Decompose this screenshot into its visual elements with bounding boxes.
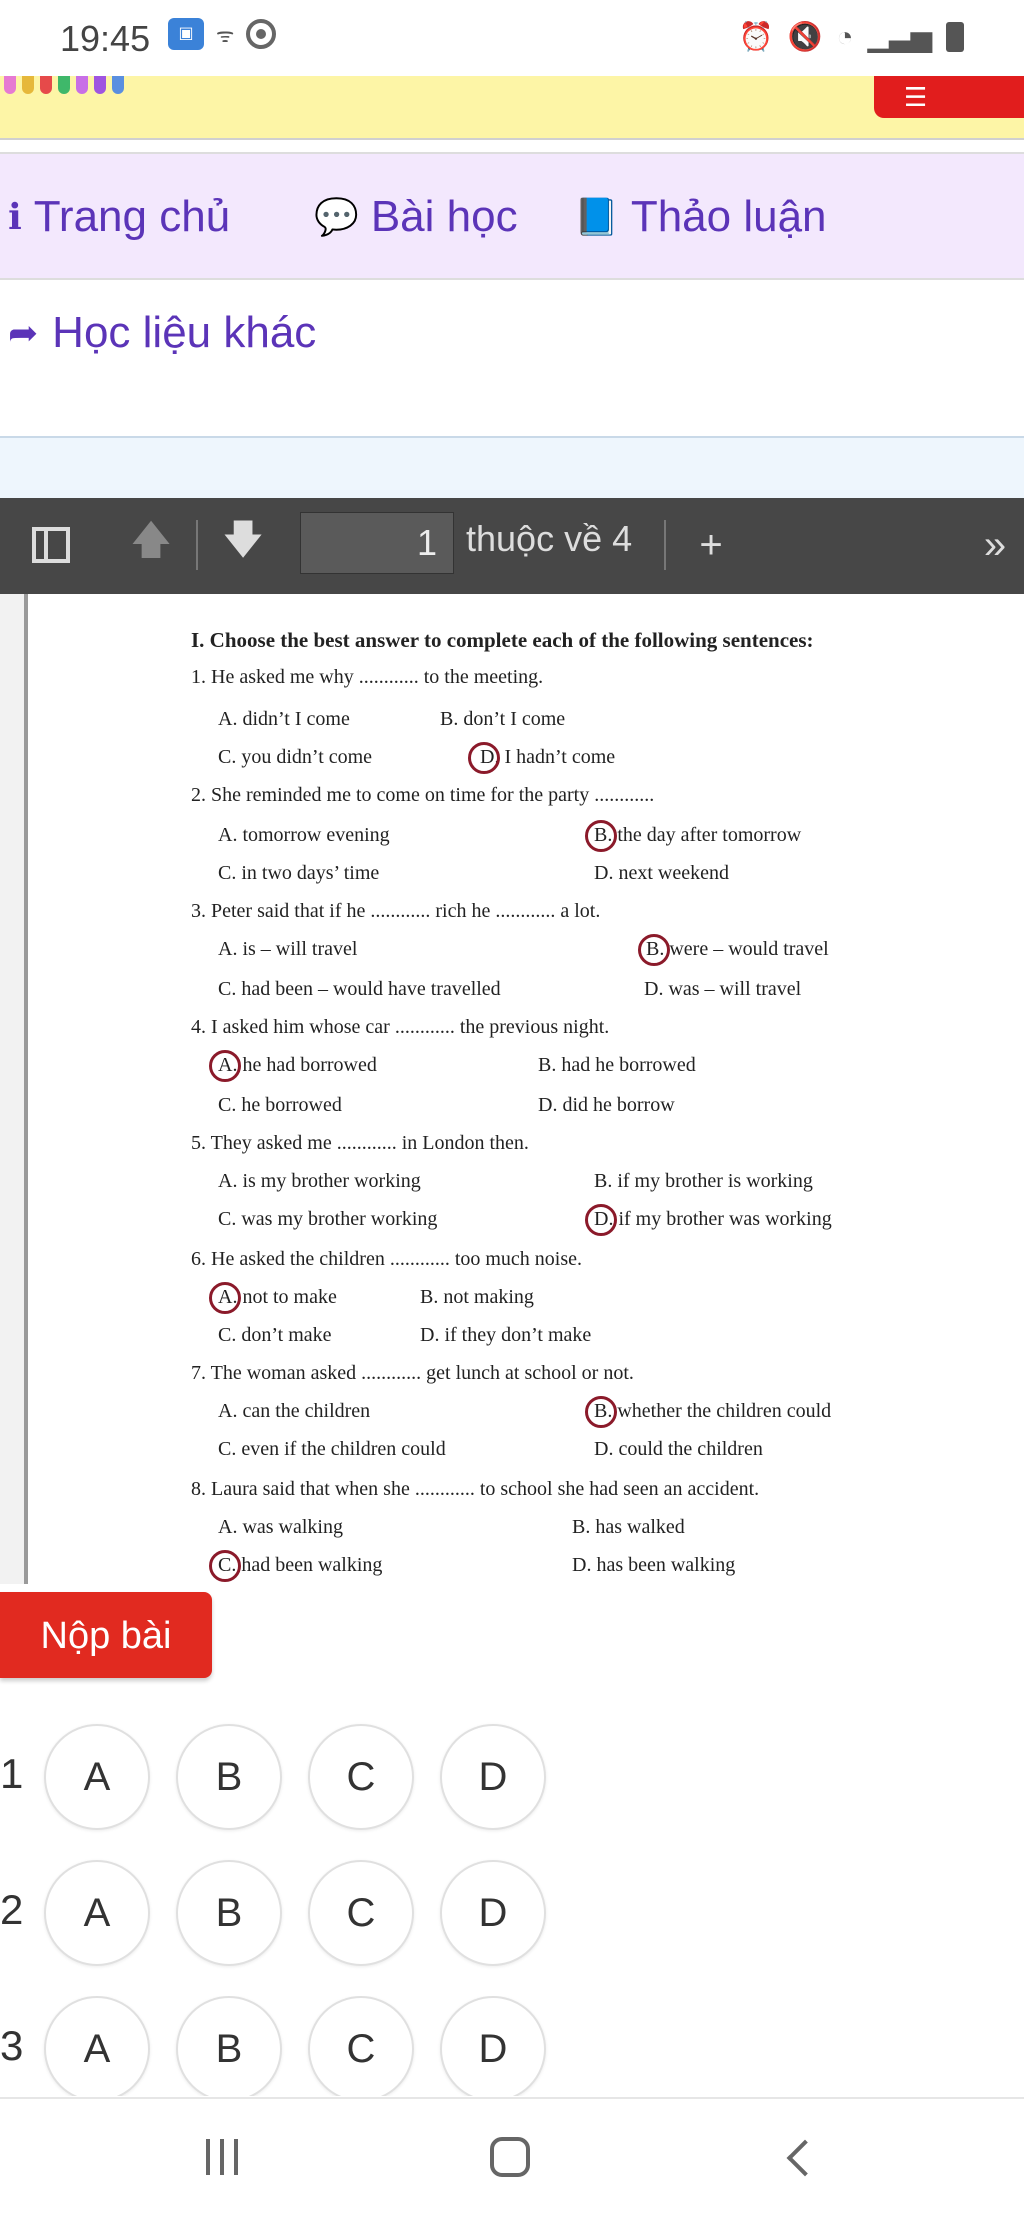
toolbar-divider [196,520,198,570]
battery-icon [946,22,964,52]
nav-home-label: Trang chủ [33,192,231,241]
status-time: 19:45 [60,18,151,59]
answer-option-a[interactable]: A [44,1724,150,1830]
worksheet-title: I. Choose the best answer to complete each of the following sentences: [191,628,814,652]
answer-mark-circle [585,1396,617,1428]
sidebar-icon [32,527,70,563]
option-d: D. if my brother was working [594,1208,832,1230]
answer-option-b[interactable]: B [176,1724,282,1830]
option-c: C. you didn’t come [218,746,373,768]
info-icon: ℹ [8,196,22,237]
back-button[interactable] [787,2140,824,2177]
cell-signal-icon: ▁▃▅ [867,21,932,52]
option-c: C. don’t make [218,1324,332,1346]
signal-notification-icon: ᯤ [216,24,235,47]
question-text: 6. He asked the children ............ too much noise. [191,1248,583,1270]
option-b: B. if my brother is working [594,1170,813,1192]
answer-option-c[interactable]: C [308,1724,414,1830]
alarm-icon: ⏰ [738,21,774,52]
option-d: D. did he borrow [538,1094,675,1116]
question-text: 1. He asked me why ............ to the meeting. [191,666,544,688]
question-text: 7. The woman asked ............ get lunch at school or not. [191,1362,634,1384]
option-a: A. not to make [218,1286,337,1308]
gallery-notification-icon: ▣ [168,18,204,50]
option-a: A. tomorrow evening [218,824,390,846]
site-header [0,76,1024,140]
option-a: A. is – will travel [218,938,358,960]
option-c: C. he borrowed [218,1094,342,1116]
option-d: D. has been walking [572,1554,736,1576]
nav-discussion-label: Thảo luận [630,192,827,241]
option-d: D. I hadn’t come [480,746,616,768]
viewer-top-frame [0,436,1024,500]
site-logo[interactable] [4,76,124,94]
question-text: 3. Peter said that if he ............ rich he ............ a lot. [191,900,601,922]
system-navigation-bar [0,2097,1024,2219]
arrow-down-icon: 🡇 [222,518,264,562]
answer-row-number: 3 [0,2022,24,2069]
answer-option-d[interactable]: D [440,1860,546,1966]
nav-other-materials-label: Học liệu khác [52,308,317,357]
answer-mark-circle [468,742,500,774]
answer-row [0,1860,600,1970]
more-tools-button[interactable] [970,520,1020,570]
wifi-icon: ◔ [836,20,854,52]
option-d: D. next weekend [594,862,729,884]
share-arrow-icon: ➦ [8,312,39,353]
nav-lessons[interactable] [314,192,518,242]
page-count-label: thuộc về 4 [466,518,633,559]
answer-mark-circle [209,1050,241,1082]
option-a: A. can the children [218,1400,371,1422]
question-text: 8. Laura said that when she ............ to school she had seen an accident. [191,1478,760,1500]
option-c: C. had been – would have travelled [218,978,501,1000]
zoom-in-button[interactable] [686,520,736,570]
option-b: B. had he borrowed [538,1054,696,1076]
record-notification-icon [246,19,276,49]
answer-option-a[interactable]: A [44,1996,150,2096]
option-a: A. was walking [218,1516,343,1538]
answer-mark-circle [209,1550,241,1582]
answer-mark-circle [209,1282,241,1314]
option-b: B. whether the children could [594,1400,832,1422]
option-b: B. has walked [572,1516,685,1538]
chat-icon: 💬 [314,196,359,237]
option-a: A. he had borrowed [218,1054,377,1076]
home-button[interactable] [490,2137,530,2177]
option-a: A. didn’t I come [218,708,350,730]
option-b: B. were – would travel [646,938,829,960]
answer-option-c[interactable]: C [308,1996,414,2096]
status-left-icons [168,18,276,50]
option-c: C. had been walking [218,1554,383,1576]
answer-option-b[interactable]: B [176,1996,282,2096]
answer-row [0,1996,600,2096]
option-c: C. in two days’ time [218,862,380,884]
answer-option-b[interactable]: B [176,1860,282,1966]
option-a: A. is my brother working [218,1170,421,1192]
question-text: 2. She reminded me to come on time for the party ............ [191,784,655,806]
toggle-sidebar-button[interactable] [26,520,76,570]
arrow-up-icon: 🡅 [130,518,172,562]
answer-row [0,1724,600,1834]
option-c: C. was my brother working [218,1208,438,1230]
toolbar-divider [664,520,666,570]
pdf-viewer[interactable] [0,594,1024,1584]
answer-option-d[interactable]: D [440,1996,546,2096]
next-page-button[interactable] [218,520,268,570]
question-text: 5. They asked me ............ in London then. [191,1132,529,1154]
nav-lessons-label: Bài học [370,192,518,241]
question-text: 4. I asked him whose car ............ the previous night. [191,1016,610,1038]
option-b: B. not making [420,1286,534,1308]
answer-row-number: 2 [0,1886,24,1933]
page-number-input[interactable]: 1 [300,512,454,574]
nav-other-materials[interactable] [8,308,316,358]
answer-row-number: 1 [0,1750,24,1797]
option-b: B. the day after tomorrow [594,824,802,846]
answer-option-a[interactable]: A [44,1860,150,1966]
book-icon: 📘 [574,196,619,237]
pdf-toolbar [0,498,1024,594]
answer-mark-circle [638,934,670,966]
pdf-page [24,594,1024,1584]
double-chevron-right-icon: » [983,522,1007,567]
nav-home[interactable] [8,192,230,242]
status-right-icons [739,20,964,53]
header-menu-button[interactable]: ☰ [874,76,1024,118]
recents-button[interactable] [206,2139,238,2175]
option-d: D. could the children [594,1438,763,1460]
answer-option-c[interactable]: C [308,1860,414,1966]
option-d: D. if they don’t make [420,1324,592,1346]
plus-icon: + [699,522,723,567]
main-nav [0,152,1024,280]
nav-discussion[interactable] [574,192,827,242]
answer-mark-circle [585,1204,617,1236]
status-bar [0,0,1024,76]
submit-button[interactable]: Nộp bài [0,1592,212,1678]
answer-option-d[interactable]: D [440,1724,546,1830]
answer-mark-circle [585,820,617,852]
previous-page-button[interactable] [126,520,176,570]
option-b: B. don’t I come [440,708,566,730]
mute-icon: 🔇 [787,21,823,52]
option-c: C. even if the children could [218,1438,446,1460]
option-d: D. was – will travel [644,978,802,1000]
